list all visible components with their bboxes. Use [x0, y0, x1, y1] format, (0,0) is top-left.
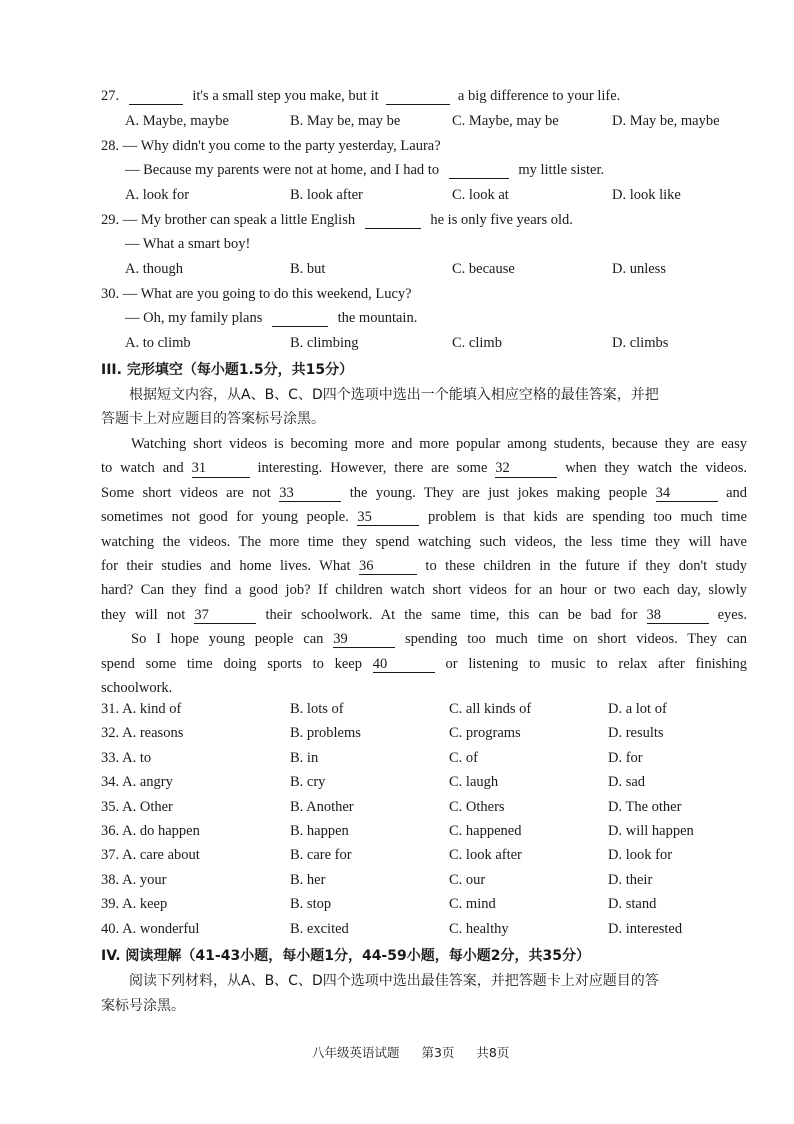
question-number: 30. [101, 286, 120, 302]
option-d: D. May be, maybe [612, 113, 720, 129]
stem-text: it's a small step you make, but it [192, 88, 379, 104]
cloze-blank-34: 34 [656, 486, 718, 502]
cloze-option-d: D. results [608, 725, 664, 742]
answer-blank [129, 89, 183, 105]
passage-text: the young. They are just jokes making people [349, 484, 648, 501]
page-footer [312, 1043, 509, 1061]
cloze-option-d: D. interested [608, 920, 683, 937]
passage-text: or listening to music to relax after finishing [445, 655, 748, 672]
cloze-option-c: C. happened [449, 823, 522, 839]
cloze-option-a [101, 872, 166, 889]
option-d: D. climbs [612, 335, 669, 351]
option-b: B. May be, may be [290, 113, 401, 129]
option-a: A. to climb [125, 335, 191, 351]
cloze-blank-31: 31 [192, 461, 250, 477]
question-number: 27. [101, 88, 120, 104]
passage-text: problem is that kids are spending too much time [427, 509, 748, 526]
cloze-option-c: C. mind [449, 896, 496, 913]
cloze-option-d: D. will happen [608, 823, 694, 839]
cloze-blank-33: 33 [279, 486, 341, 502]
cloze-option-a [101, 823, 200, 840]
option-c: C. because [452, 261, 515, 277]
cloze-option-d: D. The other [608, 798, 682, 815]
passage-line: Watching short videos is becoming more and more popular among students, because they are easy [131, 436, 747, 452]
stem-text: — Oh, my family plans [125, 310, 263, 326]
cloze-blank-40: 40 [373, 657, 435, 673]
option-c: C. climb [452, 335, 502, 351]
passage-line [101, 456, 747, 480]
cloze-option-b: B. happen [290, 823, 349, 839]
section-4-instruction: 阅读下列材料，从A、B、C、D四个选项中选出最佳答案，并把答题卡上对应题目的答 [129, 973, 659, 989]
stem-text: the mountain. [337, 310, 418, 326]
cloze-blank-36: 36 [359, 559, 417, 575]
question-number: 34. [101, 774, 120, 791]
question-number: 28. [101, 138, 120, 154]
question-30-reply [125, 310, 417, 327]
passage-line [101, 554, 747, 578]
option-c: C. look at [452, 187, 509, 203]
passage-line: schoolwork. [101, 679, 173, 696]
question-28-reply [125, 162, 604, 179]
cloze-option-c: C. programs [449, 725, 521, 742]
question-number: 35. [101, 798, 120, 815]
passage-text: interesting. However, there are some [257, 460, 488, 477]
question-27-stem [101, 88, 620, 105]
cloze-blank-37: 37 [194, 608, 256, 624]
passage-line [101, 652, 747, 676]
option-b: B. look after [290, 187, 363, 203]
cloze-option-b: B. Another [290, 798, 354, 815]
passage-text: spend some time doing sports to keep [101, 655, 362, 672]
cloze-option-b: B. cry [290, 774, 326, 791]
cloze-option-b: B. her [290, 871, 326, 888]
cloze-option-b: B. stop [290, 896, 332, 913]
cloze-option-a [101, 725, 183, 742]
stem-text: he is only five years old. [430, 212, 573, 228]
option-text: A. reasons [122, 725, 184, 742]
question-29-reply: — What a smart boy! [125, 236, 251, 252]
answer-blank [449, 163, 509, 179]
footer-total: 共8页 [476, 1045, 510, 1060]
cloze-blank-39: 39 [333, 632, 395, 648]
cloze-option-c: C. healthy [449, 920, 509, 937]
option-a: A. Maybe, maybe [125, 113, 229, 129]
answer-blank [386, 89, 450, 105]
cloze-option-a [101, 799, 173, 816]
cloze-option-c: C. our [449, 871, 486, 888]
option-text: A. to [122, 749, 152, 766]
cloze-option-b: B. lots of [290, 701, 344, 717]
option-text: A. care about [122, 847, 200, 864]
question-number: 38. [101, 871, 120, 888]
cloze-blank-35: 35 [357, 510, 419, 526]
option-text: A. your [122, 871, 167, 888]
passage-text: to watch and [101, 460, 184, 477]
cloze-passage [101, 432, 747, 700]
question-28-stem [101, 138, 441, 155]
cloze-blank-38: 38 [647, 608, 709, 624]
stem-text: a big difference to your life. [457, 88, 621, 104]
cloze-option-d: D. look for [608, 847, 673, 864]
option-d: D. unless [612, 261, 666, 277]
cloze-option-d: D. for [608, 749, 643, 766]
cloze-option-c: C. laugh [449, 774, 499, 791]
option-a: A. though [125, 261, 183, 277]
section-3-instruction-cont: 答题卡上对应题目的答案标号涂黑。 [101, 411, 325, 427]
cloze-option-d: D. their [608, 871, 653, 888]
option-a: A. look for [125, 187, 190, 203]
cloze-option-c: C. look after [449, 847, 522, 864]
passage-text: for their studies and home lives. What [101, 557, 351, 574]
cloze-option-a [101, 921, 199, 938]
question-number: 29. [101, 212, 120, 228]
cloze-option-a [101, 847, 200, 864]
stem-text: my little sister. [518, 162, 605, 178]
cloze-option-d: D. sad [608, 774, 646, 791]
passage-line [101, 627, 747, 651]
cloze-option-a [101, 774, 173, 791]
section-3-heading: III. 完形填空（每小题1.5分，共15分） [101, 362, 354, 378]
answer-blank [365, 213, 421, 229]
question-number: 33. [101, 749, 120, 766]
stem-text: — Why didn't you come to the party yesterday, Laura? [122, 138, 441, 154]
passage-text: So I hope young people can [131, 631, 324, 648]
cloze-option-c: C. Others [449, 798, 505, 815]
question-number: 39. [101, 896, 120, 913]
cloze-option-a [101, 750, 151, 767]
stem-text: — My brother can speak a little English [122, 212, 356, 228]
cloze-option-b: B. in [290, 749, 319, 766]
cloze-option-c: C. of [449, 749, 478, 766]
passage-line [101, 505, 747, 529]
section-4-instruction-cont: 案标号涂黑。 [101, 998, 185, 1014]
passage-line [101, 603, 747, 627]
passage-text: sometimes not good for young people. [101, 509, 349, 526]
cloze-option-a [101, 701, 181, 718]
footer-page: 第3页 [421, 1045, 455, 1060]
question-29-stem [101, 212, 573, 229]
cloze-option-b: B. excited [290, 920, 349, 937]
passage-line [101, 481, 747, 505]
question-number: 37. [101, 847, 120, 864]
passage-text: they will not [101, 606, 186, 623]
option-text: A. kind of [122, 701, 182, 717]
passage-text: when they watch the videos. [565, 460, 748, 477]
cloze-option-b: B. care for [290, 847, 352, 864]
passage-line: watching the videos. The more time they spend watching such videos, the less time they will have [101, 533, 747, 550]
cloze-option-a [101, 896, 167, 913]
option-b: B. climbing [290, 335, 359, 351]
passage-text: to these children in the future if they don't study [425, 557, 748, 574]
answer-blank [272, 311, 328, 327]
option-text: A. wonderful [122, 920, 200, 937]
passage-text: spending too much time on short videos. They can [405, 631, 748, 648]
option-d: D. look like [612, 187, 681, 203]
footer-title: 八年级英语试题 [312, 1045, 400, 1060]
cloze-option-d: D. stand [608, 896, 657, 913]
cloze-option-b: B. problems [290, 725, 361, 742]
passage-text: and [726, 484, 748, 501]
option-text: A. Other [122, 798, 173, 815]
passage-text: their schoolwork. At the same time, this can be bad for [265, 606, 638, 623]
question-number: 40. [101, 920, 120, 937]
option-c: C. Maybe, may be [452, 113, 559, 129]
question-30-stem [101, 286, 412, 303]
cloze-blank-32: 32 [495, 461, 557, 477]
option-b: B. but [290, 261, 326, 277]
stem-text: — Because my parents were not at home, and I had to [125, 162, 440, 178]
passage-text: Some short videos are not [101, 484, 271, 501]
question-number: 32. [101, 725, 120, 742]
option-text: A. angry [122, 774, 173, 791]
passage-text: eyes. [717, 606, 748, 623]
option-text: A. do happen [122, 823, 200, 839]
cloze-option-d: D. a lot of [608, 701, 667, 717]
cloze-option-c: C. all kinds of [449, 701, 532, 717]
passage-line: hard? Can they find a good job? If children watch short videos for an hour or two each day, slowly [101, 582, 747, 599]
section-3-instruction: 根据短文内容，从A、B、C、D四个选项中选出一个能填入相应空格的最佳答案，并把 [129, 387, 659, 403]
question-number: 36. [101, 823, 120, 839]
stem-text: — What are you going to do this weekend, Lucy? [122, 286, 412, 302]
section-4-heading: IV. 阅读理解（41-43小题，每小题1分，44-59小题，每小题2分，共35分） [101, 948, 590, 964]
question-number: 31. [101, 701, 120, 717]
option-text: A. keep [122, 896, 168, 913]
